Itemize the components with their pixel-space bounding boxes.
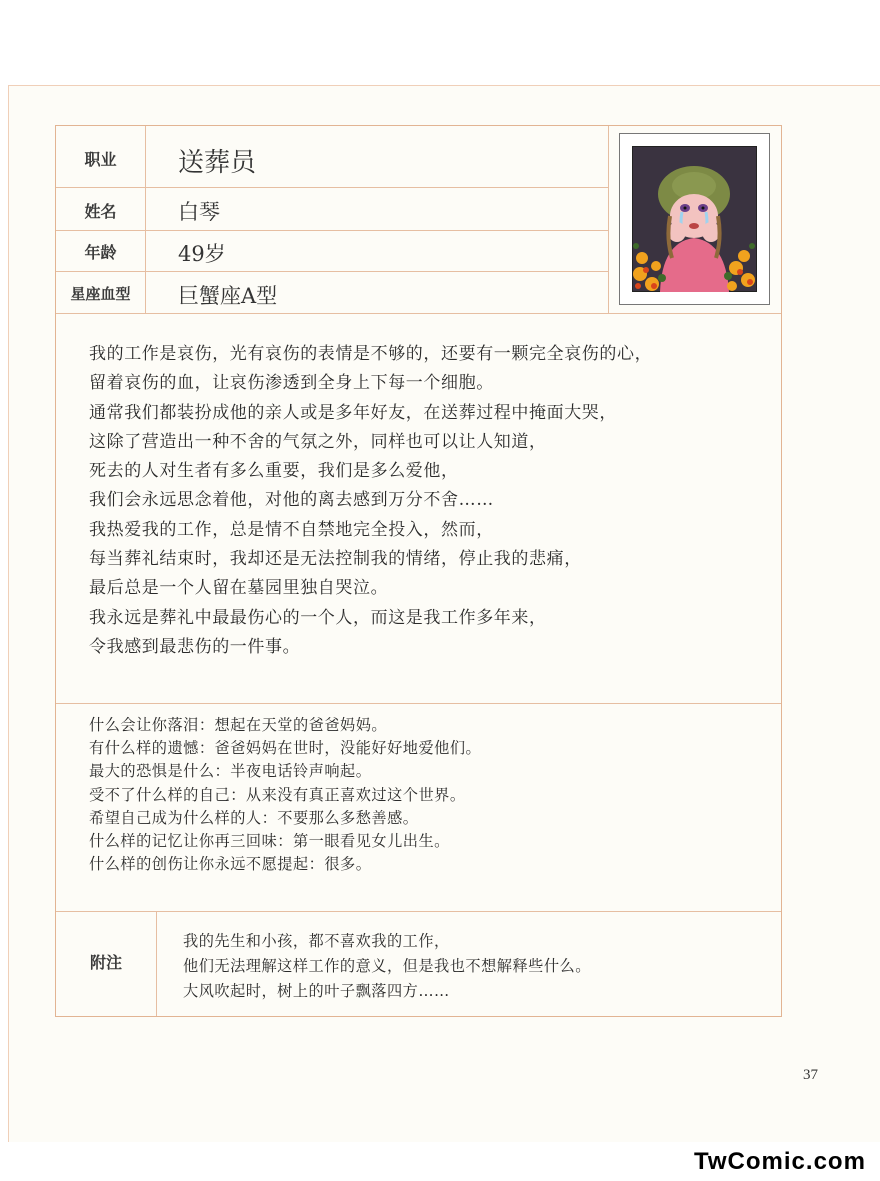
occupation-label: 职业 (84, 150, 117, 169)
story-line: 死去的人对生者有多么重要，我们是多么爱他， (89, 461, 459, 482)
section-divider (56, 313, 781, 314)
qa-item: 希望自己成为什么样的人：不要那么多愁善感。 (89, 808, 419, 827)
story-line: 留着哀伤的血，让哀伤渗透到全身上下每一个细胞。 (89, 373, 494, 394)
age-value: 49岁 (178, 242, 226, 266)
section-divider (56, 703, 781, 704)
qa-item: 有什么样的遗憾：爸爸妈妈在世时，没能好好地爱他们。 (89, 739, 482, 758)
story-line: 最后总是一个人留在墓园里独自哭泣。 (89, 578, 389, 599)
qa-item: 什么样的记忆让你再三回味：第一眼看见女儿出生。 (89, 832, 450, 851)
photo-column-divider (608, 126, 609, 313)
story-line: 我的工作是哀伤，光有哀伤的表情是不够的，还要有一颗完全哀伤的心， (89, 344, 653, 364)
story-text (89, 340, 769, 662)
story-line: 这除了营造出一种不舍的气氛之外，同样也可以让人知道， (89, 431, 547, 452)
page-number: 37 (803, 1067, 818, 1083)
note-text (183, 929, 763, 1004)
portrait-photo (619, 133, 770, 305)
watermark: TwComic.com (694, 1148, 866, 1175)
story-line: 每当葬礼结束时，我却还是无法控制我的情绪，停止我的悲痛， (89, 549, 582, 570)
note-label: 附注 (89, 953, 122, 972)
qa-item: 最大的恐惧是什么：半夜电话铃声响起。 (89, 762, 372, 781)
zodiac-blood-label: 星座血型 (70, 285, 131, 303)
name-label: 姓名 (84, 202, 117, 221)
row-divider (56, 271, 608, 272)
profile-card (55, 125, 782, 1017)
label-column-divider (145, 126, 146, 313)
note-line: 我的先生和小孩，都不喜欢我的工作， (183, 932, 450, 950)
section-divider (56, 911, 781, 912)
occupation-value: 送葬员 (178, 148, 257, 178)
story-line: 通常我们都装扮成他的亲人或是多年好友，在送葬过程中掩面大哭， (89, 402, 617, 423)
zodiac-blood-value: 巨蟹座A型 (178, 284, 278, 308)
note-label-divider (156, 911, 157, 1016)
story-line: 令我感到最悲伤的一件事。 (89, 636, 301, 657)
qa-item: 什么样的创伤让你永远不愿提起：很多。 (89, 855, 372, 874)
qa-list (89, 714, 769, 876)
row-divider (56, 230, 608, 231)
story-line: 我永远是葬礼中最最伤心的一个人，而这是我工作多年来， (89, 607, 547, 628)
story-line: 我热爱我的工作，总是情不自禁地完全投入，然而， (89, 519, 494, 540)
age-label: 年龄 (84, 243, 117, 262)
qa-item: 什么会让你落泪：想起在天堂的爸爸妈妈。 (89, 716, 388, 734)
crying-woman-illustration (632, 146, 757, 292)
note-line: 他们无法理解这样工作的意义，但是我也不想解释些什么。 (183, 957, 591, 975)
qa-item: 受不了什么样的自己：从来没有真正喜欢过这个世界。 (89, 785, 466, 804)
note-line: 大风吹起时，树上的叶子飘落四方…… (183, 982, 450, 1000)
story-line: 我们会永远思念着他，对他的离去感到万分不舍…… (89, 490, 494, 511)
row-divider (56, 187, 608, 188)
name-value: 白琴 (178, 200, 220, 224)
